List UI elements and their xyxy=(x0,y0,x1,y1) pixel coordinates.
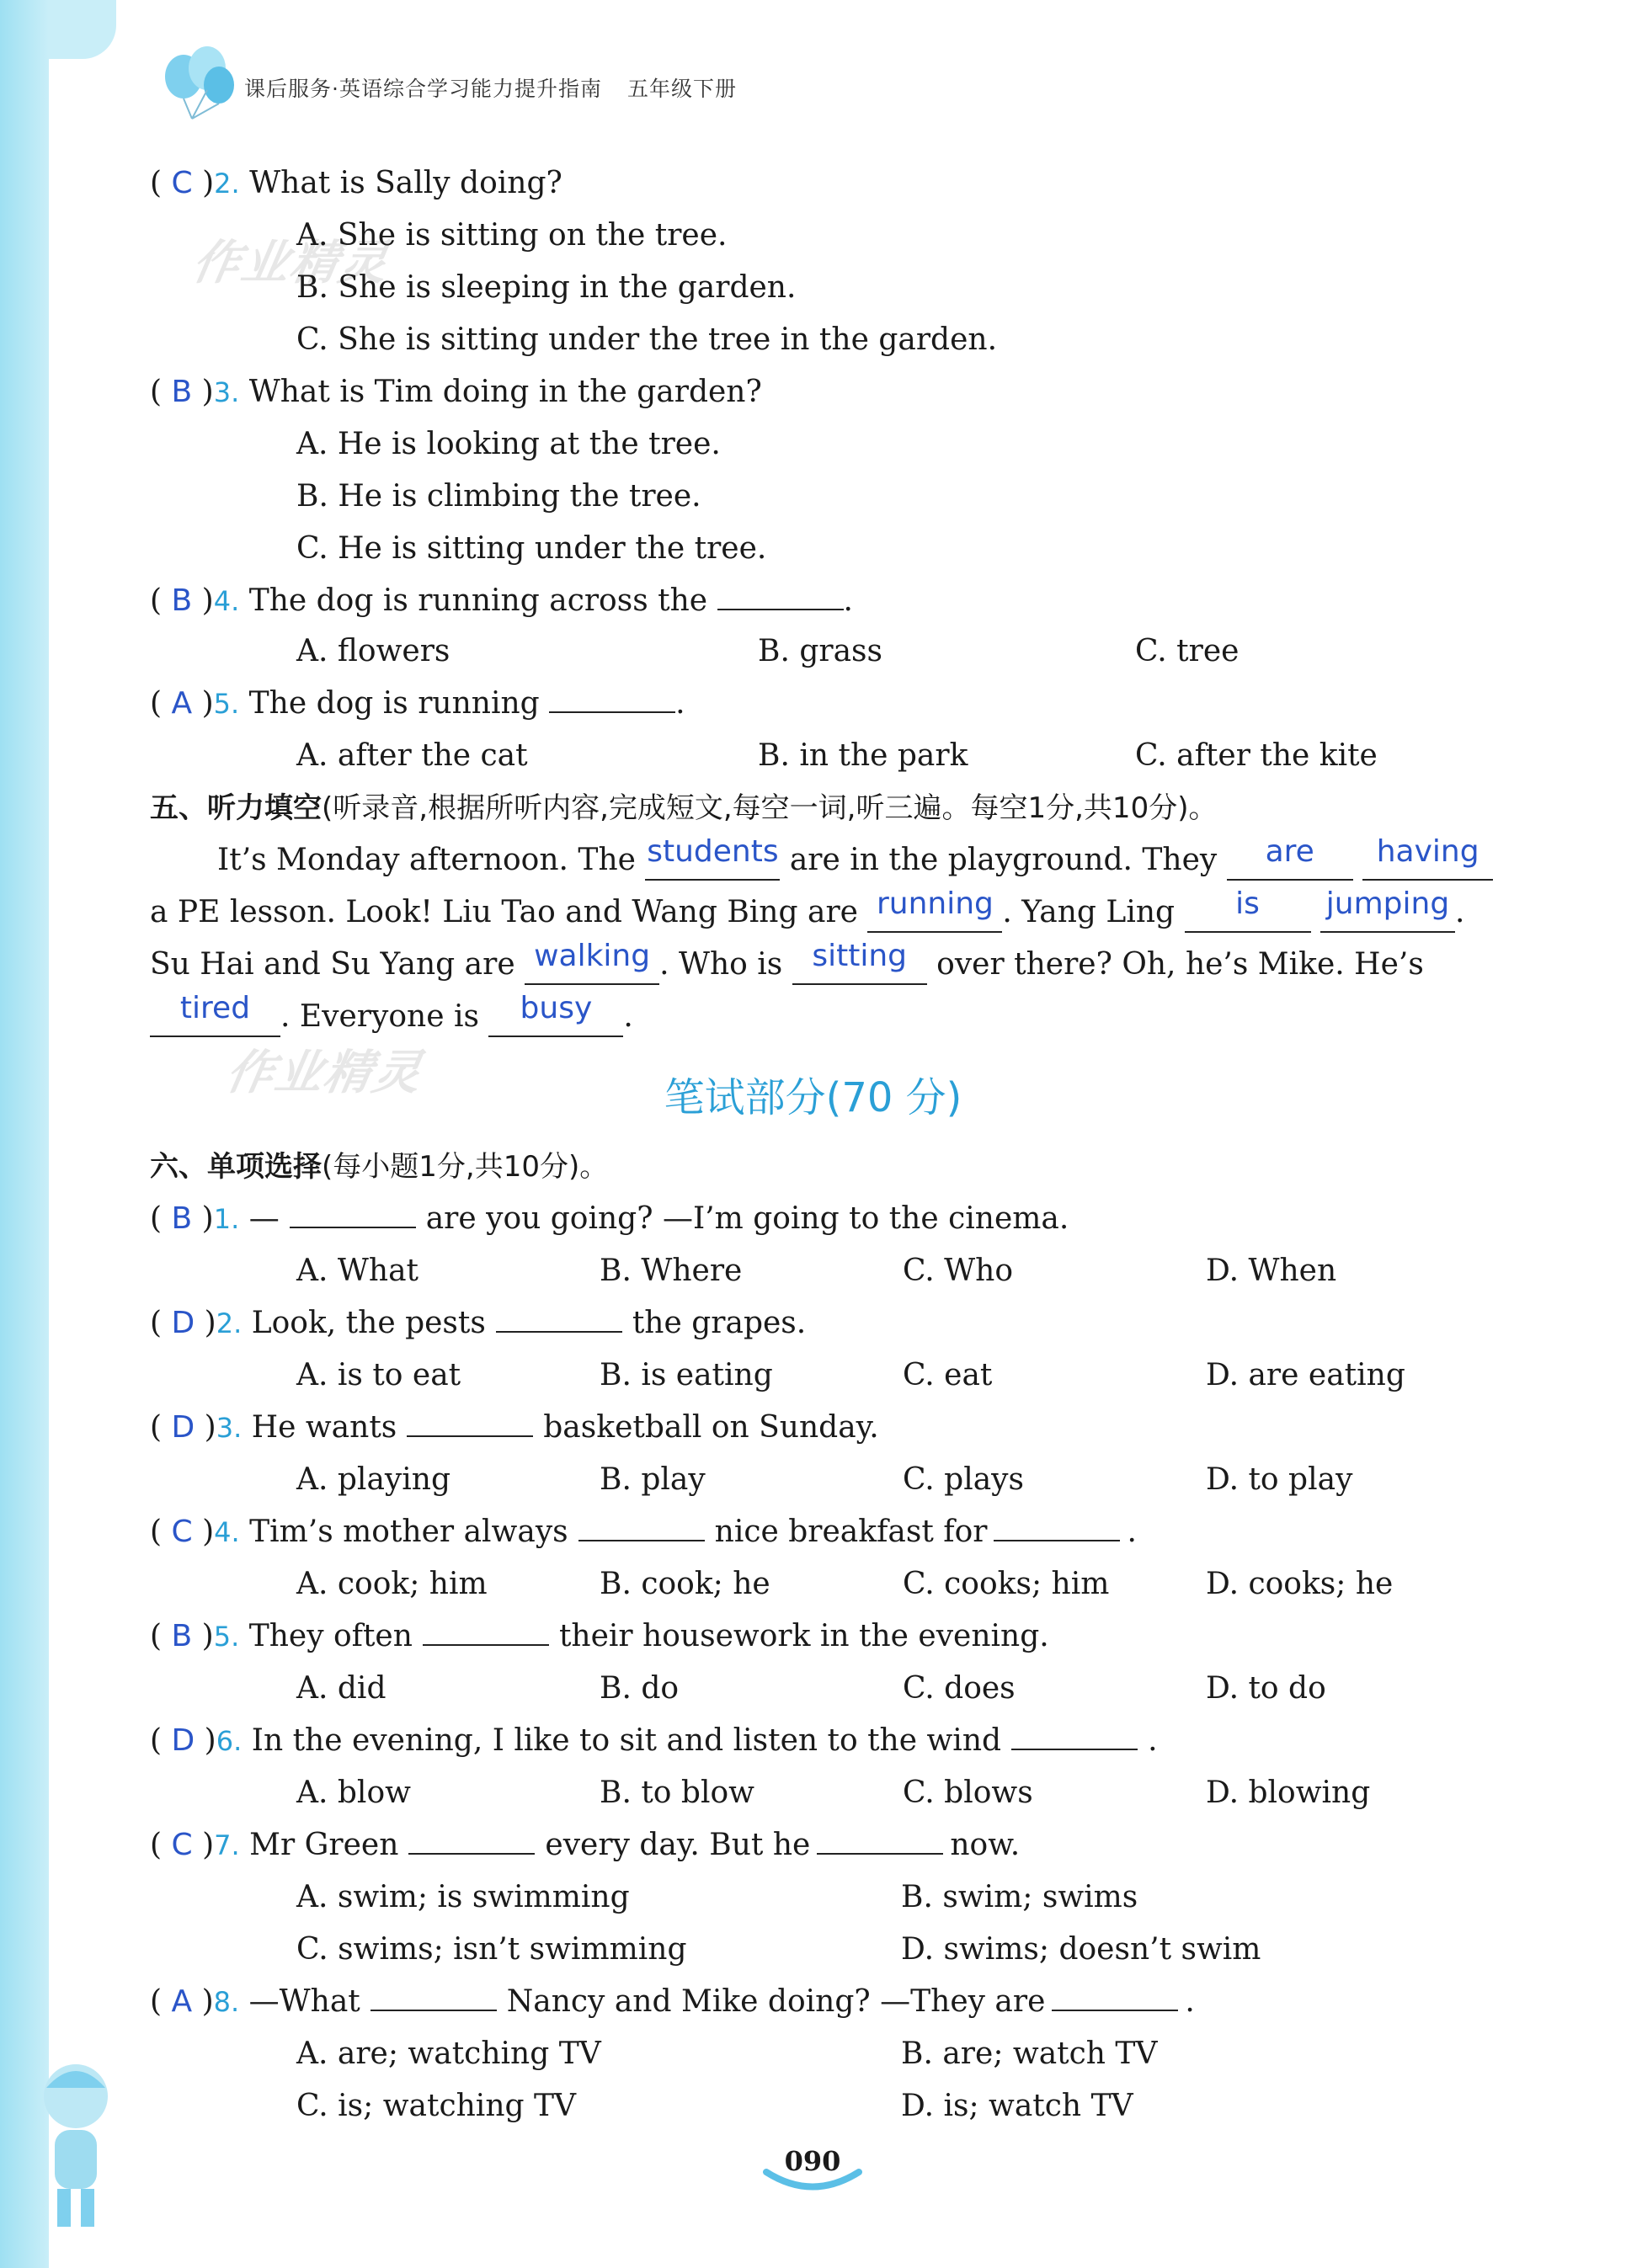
option: B. He is climbing the tree. xyxy=(296,479,701,514)
question-number: 7. xyxy=(214,1829,240,1861)
cloze-answer: busy xyxy=(520,991,593,1025)
option: C. is; watching TV xyxy=(296,2089,576,2123)
question-row: ( B )5. They often their housework in the evening. xyxy=(150,1619,1049,1653)
cloze-text: . Who is xyxy=(659,947,783,982)
option: A. He is looking at the tree. xyxy=(296,427,721,461)
option: A. cook; him xyxy=(296,1567,488,1601)
option: C. eat xyxy=(903,1358,993,1392)
question-number: 2. xyxy=(216,1307,243,1339)
cloze-line-1 xyxy=(217,834,1493,881)
option: C. does xyxy=(903,1671,1016,1706)
punctuation: . xyxy=(843,583,853,618)
section-instruction: (每小题1分,共10分)。 xyxy=(322,1150,609,1184)
option: C. cooks; him xyxy=(903,1567,1110,1601)
cloze-blank xyxy=(1185,886,1311,933)
written-part-heading: 笔试部分(70 分) xyxy=(664,1074,962,1121)
question-text: the grapes. xyxy=(632,1306,807,1340)
question-text: their housework in the evening. xyxy=(558,1619,1049,1653)
option: B. swim; swims xyxy=(901,1880,1138,1914)
question-text: What is Tim doing in the garden? xyxy=(248,375,762,409)
answer-mark: C xyxy=(171,1515,193,1549)
cloze-answer: having xyxy=(1376,834,1479,869)
cloze-line-2 xyxy=(150,886,1465,933)
cloze-text: a PE lesson. Look! Liu Tao and Wang Bing are xyxy=(150,895,858,929)
answer-blank xyxy=(578,1515,705,1541)
option: A. blow xyxy=(296,1776,411,1810)
option: B. cook; he xyxy=(600,1567,770,1601)
answer-blank xyxy=(717,583,844,610)
header-grade: 五年级下册 xyxy=(626,77,737,101)
question-number: 3. xyxy=(216,1412,243,1444)
question-text: The dog is running xyxy=(248,686,540,721)
page-number: 090 xyxy=(784,2145,841,2177)
cloze-blank xyxy=(867,886,1002,933)
cloze-answer: sitting xyxy=(812,939,908,973)
option: B. Where xyxy=(600,1254,743,1288)
cloze-blank xyxy=(645,834,780,881)
cloze-text: . Yang Ling xyxy=(1002,895,1176,929)
cloze-blank xyxy=(1227,834,1353,881)
watermark: 作业精灵 xyxy=(221,1046,427,1100)
section-instruction: (听录音,根据所听内容,完成短文,每空一词,听三遍。每空1分,共10分)。 xyxy=(322,791,1218,825)
question-text: —What xyxy=(248,1984,360,2019)
cartoon-child-icon xyxy=(25,2054,126,2239)
question-text: Look, the pests xyxy=(251,1306,486,1340)
question-row: ( D )6. In the evening, I like to sit and listen to the wind . xyxy=(150,1723,1158,1758)
option: C. blows xyxy=(903,1776,1033,1810)
answer-mark: C xyxy=(171,1828,193,1862)
question-row: ( C )7. Mr Green every day. But he now. xyxy=(150,1828,1021,1862)
question-text: basketball on Sunday. xyxy=(543,1410,879,1445)
question-number: 2. xyxy=(214,168,240,200)
option: A. swim; is swimming xyxy=(296,1880,630,1914)
option: C. tree xyxy=(1135,634,1239,668)
cloze-text: Su Hai and Su Yang are xyxy=(150,947,515,982)
question-row: ( D )3. He wants basketball on Sunday. xyxy=(150,1410,879,1445)
question-text: Mr Green xyxy=(249,1828,399,1862)
option: B. She is sleeping in the garden. xyxy=(296,270,797,305)
option: C. plays xyxy=(903,1462,1024,1497)
option: C. swims; isn’t swimming xyxy=(296,1932,687,1967)
option: A. are; watching TV xyxy=(296,2036,601,2071)
option: A. playing xyxy=(296,1462,450,1497)
punctuation: . xyxy=(1185,1984,1195,2019)
question-row: ( B )1. — are you going? —I’m going to the cinema. xyxy=(150,1201,1069,1236)
option: B. is eating xyxy=(600,1358,773,1392)
answer-mark: D xyxy=(171,1410,195,1445)
section-title: 五、听力填空 xyxy=(150,791,322,825)
option: C. She is sitting under the tree in the garden. xyxy=(296,322,998,357)
question-number: 3. xyxy=(213,376,240,408)
cloze-text: It’s Monday afternoon. The xyxy=(217,843,636,877)
side-decoration-strip xyxy=(0,0,49,2268)
option: B. are; watch TV xyxy=(901,2036,1158,2071)
answer-blank xyxy=(1011,1723,1138,1750)
question-text: . xyxy=(1148,1723,1158,1758)
section-six-heading xyxy=(150,1148,608,1185)
balloons-icon xyxy=(158,39,243,123)
page-number-arc xyxy=(762,2164,863,2197)
cloze-answer: running xyxy=(876,886,994,921)
question-row: ( A )5. The dog is running . xyxy=(150,686,685,721)
cloze-answer: is xyxy=(1235,886,1260,921)
option: A. flowers xyxy=(296,634,450,668)
question-text: They often xyxy=(248,1619,413,1653)
option: B. in the park xyxy=(758,738,968,773)
option: B. to blow xyxy=(600,1776,754,1810)
option: D. blowing xyxy=(1206,1776,1371,1810)
question-number: 5. xyxy=(213,1621,240,1653)
question-number: 1. xyxy=(213,1203,240,1235)
answer-blank xyxy=(1052,1984,1178,2011)
answer-blank xyxy=(407,1410,533,1437)
option: C. after the kite xyxy=(1135,738,1378,773)
running-header xyxy=(244,72,737,103)
option: D. are eating xyxy=(1206,1358,1405,1392)
answer-blank xyxy=(496,1306,622,1333)
question-row: ( C )4. Tim’s mother always nice breakfast for . xyxy=(150,1515,1137,1549)
answer-mark: D xyxy=(171,1723,195,1758)
answer-mark: A xyxy=(171,686,193,721)
answer-mark: D xyxy=(171,1306,195,1340)
option: D. to do xyxy=(1206,1671,1326,1706)
answer-mark: A xyxy=(171,1984,193,2019)
answer-mark: B xyxy=(171,1201,193,1236)
cloze-line-4 xyxy=(150,991,633,1037)
cloze-text: are in the playground. They xyxy=(789,843,1218,877)
question-text: In the evening, I like to sit and listen to the wind xyxy=(251,1723,1002,1758)
cloze-blank xyxy=(1320,886,1455,933)
option: D. to play xyxy=(1206,1462,1353,1497)
answer-mark: C xyxy=(171,166,193,200)
answer-blank xyxy=(994,1515,1120,1541)
option: D. is; watch TV xyxy=(901,2089,1133,2123)
cloze-answer: jumping xyxy=(1325,886,1450,921)
cloze-text: . Everyone is xyxy=(280,999,479,1034)
question-number: 4. xyxy=(214,1516,240,1548)
option: A. after the cat xyxy=(296,738,528,773)
question-text: The dog is running across the xyxy=(248,583,708,618)
question-number: 5. xyxy=(213,688,240,720)
answer-blank xyxy=(817,1828,943,1855)
question-text: What is Sally doing? xyxy=(249,166,562,200)
question-text: nice breakfast for xyxy=(714,1515,988,1549)
cloze-text: . xyxy=(1454,895,1465,929)
answer-blank xyxy=(371,1984,497,2011)
question-number: 4. xyxy=(213,585,240,617)
question-row: ( A )8. —What Nancy and Mike doing? —They are . xyxy=(150,1984,1195,2019)
watermark: 作业精灵 xyxy=(188,236,393,290)
question-number: 8. xyxy=(213,1986,240,2018)
question-text: He wants xyxy=(251,1410,397,1445)
question-text: every day. But he xyxy=(545,1828,811,1862)
option: B. grass xyxy=(758,634,883,668)
question-text: Tim’s mother always xyxy=(249,1515,568,1549)
answer-mark: B xyxy=(171,583,193,618)
option: A. is to eat xyxy=(296,1358,461,1392)
option: A. She is sitting on the tree. xyxy=(296,218,728,253)
cloze-line-3 xyxy=(150,939,1424,985)
cloze-answer: tired xyxy=(179,991,251,1025)
punctuation: now. xyxy=(950,1828,1021,1862)
cloze-answer: are xyxy=(1265,834,1314,869)
answer-mark: B xyxy=(171,1619,193,1653)
answer-mark: B xyxy=(171,375,193,409)
cloze-blank xyxy=(150,991,280,1037)
section-title: 六、单项选择 xyxy=(150,1150,322,1184)
cloze-blank xyxy=(1362,834,1493,881)
question-text: Nancy and Mike doing? —They are xyxy=(506,1984,1046,2019)
option: A. did xyxy=(296,1671,387,1706)
answer-blank xyxy=(408,1828,535,1855)
cloze-answer: students xyxy=(647,834,779,869)
question-number: 6. xyxy=(216,1725,243,1757)
cloze-text: . xyxy=(623,999,633,1034)
punctuation: . xyxy=(1127,1515,1137,1549)
option: D. swims; doesn’t swim xyxy=(901,1932,1261,1967)
option: D. When xyxy=(1206,1254,1337,1288)
option: B. do xyxy=(600,1671,680,1706)
option: C. Who xyxy=(903,1254,1014,1288)
question-row: ( D )2. Look, the pests the grapes. xyxy=(150,1306,807,1340)
question-text: — xyxy=(248,1201,280,1236)
option: A. What xyxy=(296,1254,419,1288)
answer-blank xyxy=(290,1201,416,1228)
answer-blank xyxy=(423,1619,549,1646)
cloze-answer: walking xyxy=(534,939,651,973)
question-row: ( C )2. What is Sally doing? xyxy=(150,166,562,200)
cloze-blank xyxy=(525,939,659,985)
question-text: are you going? —I’m going to the cinema. xyxy=(425,1201,1069,1236)
header-title: 课后服务·英语综合学习能力提升指南 xyxy=(244,77,602,101)
option: D. cooks; he xyxy=(1206,1567,1394,1601)
option: B. play xyxy=(600,1462,706,1497)
punctuation: . xyxy=(675,686,685,721)
option: C. He is sitting under the tree. xyxy=(296,531,767,566)
corner-decoration xyxy=(49,0,116,59)
section-five-heading xyxy=(150,790,1217,827)
answer-blank xyxy=(549,686,675,713)
cloze-text: over there? Oh, he’s Mike. He’s xyxy=(936,947,1424,982)
cloze-blank xyxy=(792,939,927,985)
cloze-blank xyxy=(488,991,623,1037)
question-row: ( B )3. What is Tim doing in the garden? xyxy=(150,375,762,409)
question-row: ( B )4. The dog is running across the . xyxy=(150,583,853,618)
